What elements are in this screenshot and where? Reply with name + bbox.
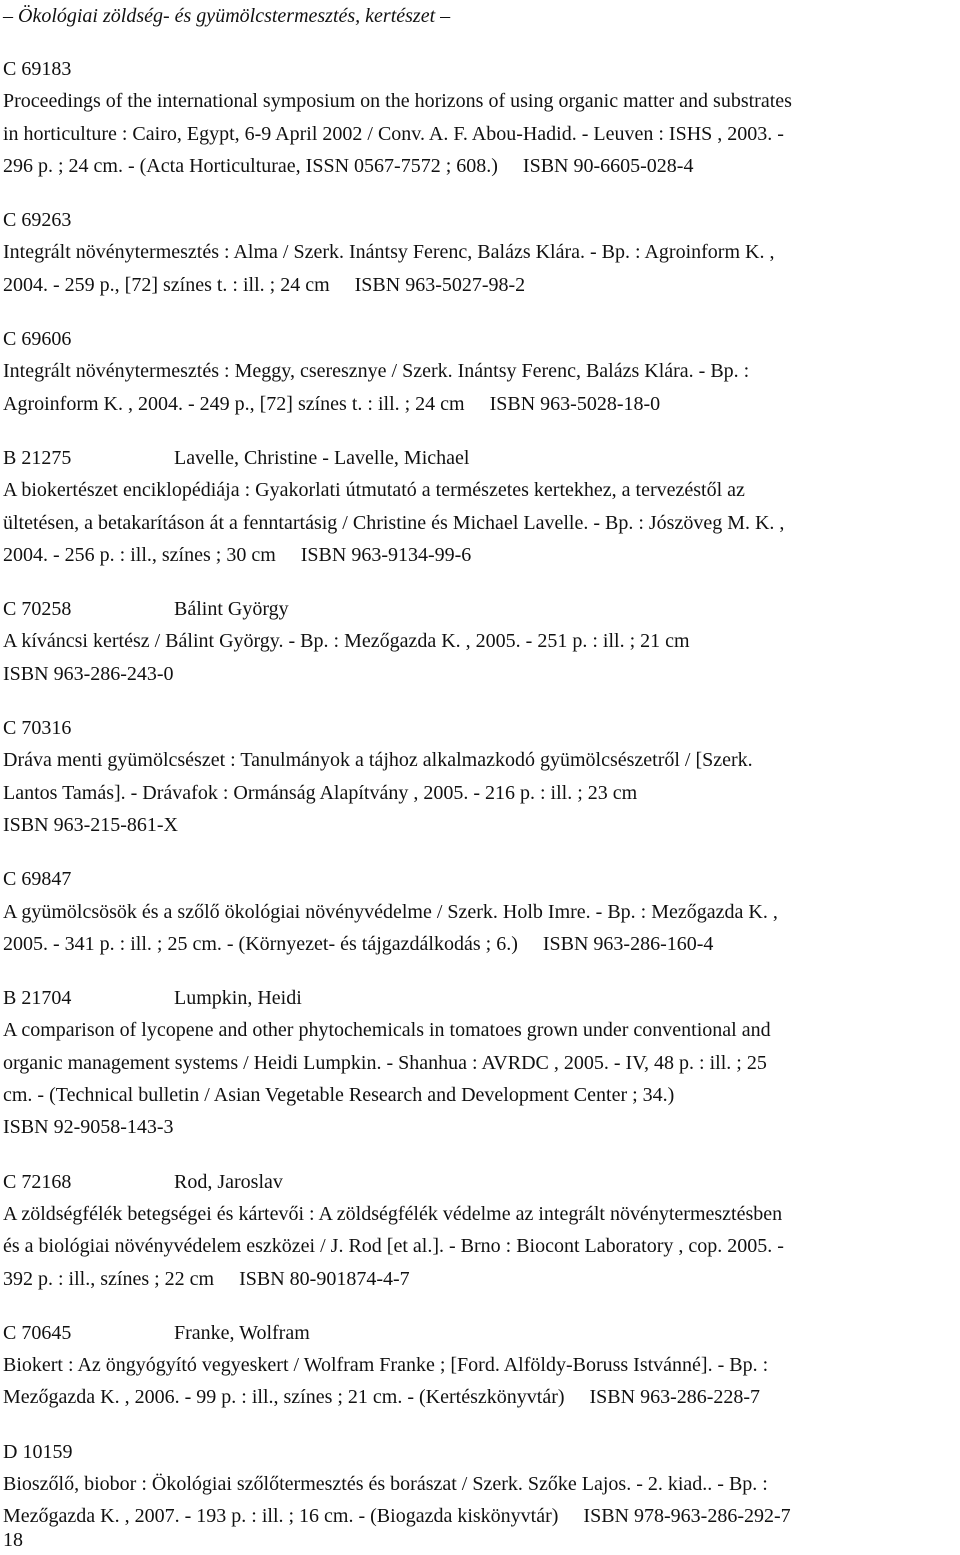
entry-heading	[3, 53, 955, 85]
catalog-entry	[3, 1436, 955, 1533]
entry-description	[3, 625, 955, 690]
catalog-entry	[3, 323, 955, 420]
page-number: 18	[3, 1529, 23, 1551]
catalog-entry	[3, 982, 955, 1143]
description-line: ISBN 963-286-243-0	[3, 662, 174, 685]
description-line: 2004. - 259 p., [72] színes t. : ill. ; 24 cm ISBN 963-5027-98-2	[3, 273, 526, 296]
entry-description	[3, 1198, 955, 1295]
entry-description	[3, 896, 955, 961]
call-number: C 69183	[3, 58, 72, 80]
description-line: Proceedings of the international symposium on the horizons of using organic matter and substrates	[3, 90, 792, 113]
description-line: Integrált növénytermesztés : Meggy, cseresznye / Szerk. Inántsy Ferenc, Balázs Klára. - Bp. :	[3, 360, 750, 383]
entry-heading	[3, 712, 955, 744]
entry-author: Lumpkin, Heidi	[174, 987, 302, 1010]
description-line: A gyümölcsösök és a szőlő ökológiai növényvédelme / Szerk. Holb Imre. - Bp. : Mezőgazda K. ,	[3, 900, 778, 923]
description-line: A biokertészet enciklopédiája : Gyakorlati útmutató a természetes kertekhez, a tervezéstől az	[3, 479, 745, 502]
entry-heading	[3, 1436, 955, 1468]
call-number: C 70258	[3, 598, 72, 621]
catalog-entry	[3, 53, 955, 182]
call-number: B 21704	[3, 987, 72, 1010]
entry-description	[3, 1468, 955, 1533]
description-line: 296 p. ; 24 cm. - (Acta Horticulturae, ISSN 0567-7572 ; 608.) ISBN 90-6605-028-4	[3, 154, 694, 177]
entry-heading	[3, 982, 955, 1014]
catalog-entry	[3, 204, 955, 301]
entry-heading	[3, 593, 955, 625]
entry-heading	[3, 442, 955, 474]
bibliography-page	[3, 0, 955, 1533]
call-number: C 72168	[3, 1170, 72, 1193]
description-line: ültetésen, a betakarításon át a fenntartásig / Christine és Michael Lavelle. - Bp. : Jószöveg M. K. ,	[3, 511, 785, 534]
call-number: D 10159	[3, 1440, 73, 1463]
description-line: 392 p. : ill., színes ; 22 cm ISBN 80-901874-4-7	[3, 1267, 410, 1290]
entry-heading	[3, 863, 955, 895]
entry-description	[3, 1349, 955, 1414]
catalog-entry	[3, 712, 955, 841]
description-line: Mezőgazda K. , 2006. - 99 p. : ill., színes ; 21 cm. - (Kertészkönyvtár) ISBN 963-286-228-7	[3, 1386, 761, 1409]
description-line: Bioszőlő, biobor : Ökológiai szőlőtermesztés és borászat / Szerk. Szőke Lajos. - 2. kiad.. - Bp. :	[3, 1472, 768, 1495]
description-line: Lantos Tamás]. - Drávafok : Ormánság Alapítvány , 2005. - 216 p. : ill. ; 23 cm	[3, 781, 638, 804]
description-line: és a biológiai növényvédelem eszközei / J. Rod [et al.]. - Brno : Biocont Laboratory , cop. 2005. -	[3, 1235, 784, 1258]
catalog-entry	[3, 442, 955, 571]
entry-author: Rod, Jaroslav	[174, 1170, 283, 1193]
entry-heading	[3, 1166, 955, 1198]
description-line: Integrált növénytermesztés : Alma / Szerk. Inántsy Ferenc, Balázs Klára. - Bp. : Agroinform K. ,	[3, 241, 775, 264]
section-header: – Ökológiai zöldség- és gyümölcstermesztés, kertészet –	[3, 5, 451, 27]
call-number: C 69847	[3, 868, 72, 891]
entry-description	[3, 1014, 955, 1143]
catalog-entry	[3, 1166, 955, 1295]
entry-description	[3, 85, 955, 182]
call-number: C 69606	[3, 328, 72, 351]
description-line: ISBN 963-215-861-X	[3, 813, 178, 836]
description-line: Agroinform K. , 2004. - 249 p., [72] színes t. : ill. ; 24 cm ISBN 963-5028-18-0	[3, 392, 661, 415]
entry-description	[3, 744, 955, 841]
catalog-entry	[3, 593, 955, 690]
entry-heading	[3, 1317, 955, 1349]
call-number: C 70316	[3, 717, 72, 740]
call-number: C 70645	[3, 1321, 72, 1344]
description-line: Biokert : Az öngyógyító vegyeskert / Wolfram Franke ; [Ford. Alföldy-Boruss Istvánné]. - Bp. :	[3, 1354, 769, 1377]
entry-author: Bálint György	[174, 598, 289, 621]
entry-author: Franke, Wolfram	[174, 1321, 310, 1344]
description-line: 2004. - 256 p. : ill., színes ; 30 cm ISBN 963-9134-99-6	[3, 543, 472, 566]
description-line: ISBN 92-9058-143-3	[3, 1116, 174, 1139]
description-line: Dráva menti gyümölcsészet : Tanulmányok a tájhoz alkalmazkodó gyümölcsészetről / [Szerk.	[3, 749, 753, 772]
description-line: organic management systems / Heidi Lumpkin. - Shanhua : AVRDC , 2005. - IV, 48 p. : ill. ; 25	[3, 1051, 767, 1074]
entry-description	[3, 236, 955, 301]
description-line: Mezőgazda K. , 2007. - 193 p. : ill. ; 16 cm. - (Biogazda kiskönyvtár) ISBN 978-963-286-292-7	[3, 1505, 791, 1528]
entry-list	[3, 53, 955, 1533]
description-line: A kíváncsi kertész / Bálint György. - Bp. : Mezőgazda K. , 2005. - 251 p. : ill. ; 21 cm	[3, 630, 690, 653]
entry-author: Lavelle, Christine - Lavelle, Michael	[174, 446, 470, 469]
entry-heading	[3, 323, 955, 355]
description-line: in horticulture : Cairo, Egypt, 6-9 April 2002 / Conv. A. F. Abou-Hadid. - Leuven : ISHS , 2003. -	[3, 122, 784, 145]
entry-description	[3, 355, 955, 420]
call-number: B 21275	[3, 446, 72, 469]
description-line: A zöldségfélék betegségei és kártevői : A zöldségfélék védelme az integrált növénytermesztésben	[3, 1202, 783, 1225]
description-line: 2005. - 341 p. : ill. ; 25 cm. - (Környezet- és tájgazdálkodás ; 6.) ISBN 963-286-160-4	[3, 932, 714, 955]
entry-heading	[3, 204, 955, 236]
catalog-entry	[3, 1317, 955, 1414]
catalog-entry	[3, 863, 955, 960]
description-line: cm. - (Technical bulletin / Asian Vegetable Research and Development Center ; 34.)	[3, 1084, 675, 1107]
call-number: C 69263	[3, 209, 72, 232]
description-line: A comparison of lycopene and other phytochemicals in tomatoes grown under conventional and	[3, 1019, 771, 1042]
entry-description	[3, 474, 955, 571]
